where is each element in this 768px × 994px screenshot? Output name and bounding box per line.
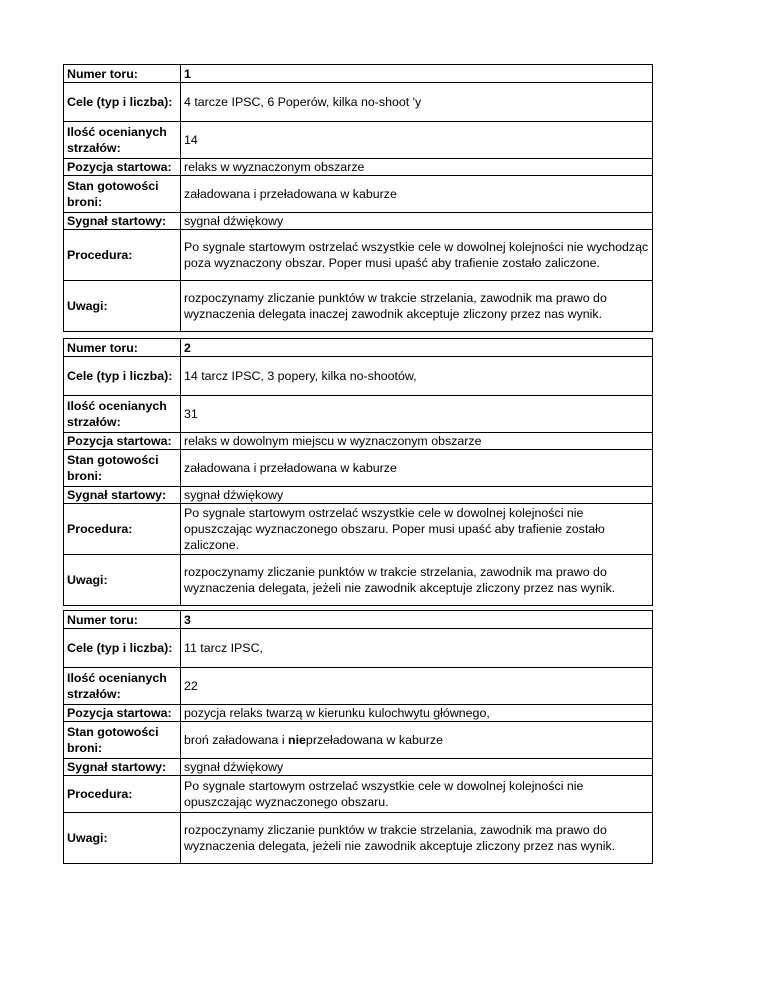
track-table-2 — [63, 338, 653, 606]
value-ilosc: 14 — [181, 122, 653, 159]
table-row — [64, 555, 653, 606]
table-row — [64, 759, 653, 776]
table-row — [64, 629, 653, 668]
value-sygnal: sygnał dźwiękowy — [181, 213, 653, 230]
value-numer-toru: 2 — [181, 339, 653, 357]
table-row — [64, 504, 653, 555]
value-ilosc: 22 — [181, 668, 653, 705]
value-stan: załadowana i przeładowana w kaburze — [181, 176, 653, 213]
label-procedura: Procedura: — [64, 504, 181, 555]
value-stan-bold: nie — [288, 733, 306, 747]
table-row — [64, 813, 653, 864]
table-row — [64, 705, 653, 722]
value-numer-toru: 3 — [181, 611, 653, 629]
label-ilosc: Ilość ocenianych strzałów: — [64, 396, 181, 433]
table-row — [64, 433, 653, 450]
label-cele: Cele (typ i liczba): — [64, 357, 181, 396]
table-row — [64, 487, 653, 504]
label-sygnal: Sygnał startowy: — [64, 759, 181, 776]
label-numer-toru: Numer toru: — [64, 65, 181, 83]
label-cele: Cele (typ i liczba): — [64, 83, 181, 122]
label-sygnal: Sygnał startowy: — [64, 213, 181, 230]
table-row — [64, 357, 653, 396]
label-numer-toru: Numer toru: — [64, 611, 181, 629]
table-row — [64, 122, 653, 159]
table-row — [64, 213, 653, 230]
label-ilosc: Ilość ocenianych strzałów: — [64, 668, 181, 705]
value-stan: załadowana i przeładowana w kaburze — [181, 450, 653, 487]
label-uwagi: Uwagi: — [64, 813, 181, 864]
label-uwagi: Uwagi: — [64, 555, 181, 606]
value-sygnal: sygnał dźwiękowy — [181, 759, 653, 776]
value-procedura: Po sygnale startowym ostrzelać wszystkie cele w dowolnej kolejności nie opuszczając wyznaczonego obszaru. — [181, 776, 653, 813]
table-row — [64, 159, 653, 176]
table-row — [64, 722, 653, 759]
label-stan: Stan gotowości broni: — [64, 176, 181, 213]
label-ilosc: Ilość ocenianych strzałów: — [64, 122, 181, 159]
value-pozycja: relaks w wyznaczonym obszarze — [181, 159, 653, 176]
value-uwagi: rozpoczynamy zliczanie punktów w trakcie strzelania, zawodnik ma prawo do wyznaczenia delegata, jeżeli nie zawodnik akceptuje zliczony przez nas wynik. — [181, 813, 653, 864]
table-row — [64, 281, 653, 332]
value-stan-pre: broń załadowana i — [184, 733, 289, 747]
value-uwagi: rozpoczynamy zliczanie punktów w trakcie strzelania, zawodnik ma prawo do wyznaczenia delegata, jeżeli nie zawodnik akceptuje zliczony przez nas wynik. — [181, 555, 653, 606]
value-pozycja: pozycja relaks twarzą w kierunku kulochwytu głównego, — [181, 705, 653, 722]
label-stan: Stan gotowości broni: — [64, 722, 181, 759]
value-numer-toru: 1 — [181, 65, 653, 83]
table-row — [64, 176, 653, 213]
value-stan-post: przeładowana w kaburze — [305, 733, 443, 747]
value-uwagi: rozpoczynamy zliczanie punktów w trakcie strzelania, zawodnik ma prawo do wyznaczenia delegata inaczej zawodnik akceptuje zliczony przez nas wynik. — [181, 281, 653, 332]
label-pozycja: Pozycja startowa: — [64, 159, 181, 176]
value-procedura: Po sygnale startowym ostrzelać wszystkie cele w dowolnej kolejności nie opuszczając wyznaczonego obszaru. Poper musi upaść aby trafienie zostało zaliczone. — [181, 504, 653, 555]
label-stan: Stan gotowości broni: — [64, 450, 181, 487]
track-table-1 — [63, 64, 653, 332]
table-row — [64, 776, 653, 813]
value-sygnal: sygnał dźwiękowy — [181, 487, 653, 504]
table-row — [64, 396, 653, 433]
label-procedura: Procedura: — [64, 230, 181, 281]
value-cele: 11 tarcz IPSC, — [181, 629, 653, 668]
value-cele: 4 tarcze IPSC, 6 Poperów, kilka no-shoot 'y — [181, 83, 653, 122]
label-uwagi: Uwagi: — [64, 281, 181, 332]
table-row — [64, 450, 653, 487]
table-row — [64, 230, 653, 281]
label-procedura: Procedura: — [64, 776, 181, 813]
table-row — [64, 668, 653, 705]
value-procedura: Po sygnale startowym ostrzelać wszystkie cele w dowolnej kolejności nie wychodząc poza wyznaczony obszar. Poper musi upaść aby trafienie zostało zaliczone. — [181, 230, 653, 281]
label-pozycja: Pozycja startowa: — [64, 433, 181, 450]
value-pozycja: relaks w dowolnym miejscu w wyznaczonym obszarze — [181, 433, 653, 450]
label-cele: Cele (typ i liczba): — [64, 629, 181, 668]
table-row — [64, 65, 653, 83]
value-stan — [181, 722, 653, 759]
table-row — [64, 339, 653, 357]
value-cele: 14 tarcz IPSC, 3 popery, kilka no-shootów, — [181, 357, 653, 396]
label-sygnal: Sygnał startowy: — [64, 487, 181, 504]
label-pozycja: Pozycja startowa: — [64, 705, 181, 722]
label-numer-toru: Numer toru: — [64, 339, 181, 357]
value-ilosc: 31 — [181, 396, 653, 433]
table-row — [64, 611, 653, 629]
table-row — [64, 83, 653, 122]
track-table-3 — [63, 610, 653, 864]
